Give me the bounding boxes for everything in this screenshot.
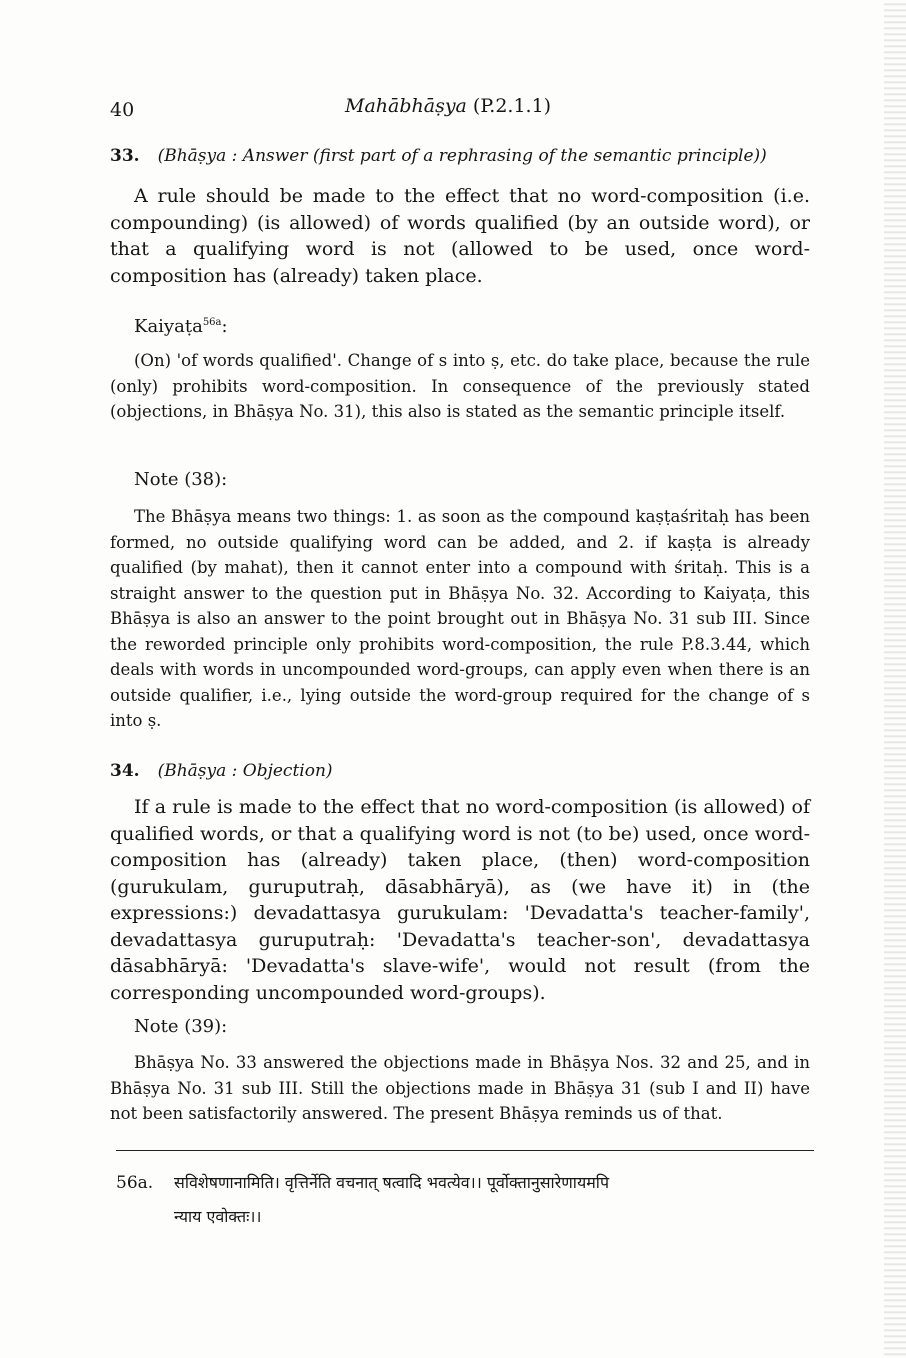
note-39-heading: Note (39):	[134, 1016, 228, 1037]
binding-shadow	[884, 0, 906, 1358]
kaiyata-heading	[110, 316, 834, 337]
note-38-text: The Bhāṣya means two things: 1. as soon as the compound kaṣṭaśritaḥ has been formed, no outside qualifying word can be added, and 2. if kaṣṭa is already qualified (by mahat), then it cannot enter into a compound with śritaḥ. This is a straight answer to the question put in Bhāṣya No. 32. According to Kaiyaṭa, this Bhāṣya is also an answer to the point brought out in Bhāṣya No. 31 sub III. Since the reworded principle only prohibits word-composition, the rule P.8.3.44, which deals with words in uncompounded word-groups, can apply even when there is an outside qualifier, i.e., lying outside the word-group required for the change of s into ṣ.	[110, 507, 810, 730]
footnote-key: 56a.	[116, 1173, 154, 1193]
section-33-number: 33.	[110, 146, 140, 166]
note-38-heading: Note (38):	[134, 469, 228, 490]
footnote-ref: 56a	[202, 317, 222, 328]
kaiyata-body	[110, 348, 810, 425]
running-title	[345, 95, 551, 117]
footnote	[116, 1166, 826, 1234]
section-33-text: A rule should be made to the effect that no word-composition (i.e. compounding) (is allowed) of words qualified (by an outside word), or that a qualifying word is not (allowed to be used, once word-composition has (already) taken place.	[110, 185, 810, 287]
section-34-number: 34.	[110, 761, 140, 781]
section-33-label: (Bhāṣya : Answer (first part of a rephrasing of the semantic principle))	[157, 146, 767, 166]
note-39-body	[110, 1050, 810, 1127]
running-title-ref: (P.2.1.1)	[466, 95, 552, 117]
footnote-sanskrit-2: न्याय एवोक्तः।।	[174, 1207, 262, 1226]
section-34-label: (Bhāṣya : Objection)	[157, 761, 333, 781]
section-34-text: If a rule is made to the effect that no word-composition (is allowed) of qualified words, or that a qualifying word is not (to be) used, once word-composition has (already) taken place, (then) word-composition (gurukulam, guruputraḥ, dāsabhāryā), as (we have it) in (the expressions:) devadattasya gurukulam: 'Devadatta's teacher-family', devadattasya guruputraḥ: 'Devadatta's teacher-son', devadattasya dāsabhāryā: 'Devadatta's slave-wife', would not result (from the corresponding uncompounded word-groups).	[110, 796, 810, 1004]
note-38-body	[110, 504, 810, 734]
kaiyata-text: (On) 'of words qualified'. Change of s into ṣ, etc. do take place, because the rule (only) prohibits word-composition. In consequence of the previously stated (objections, in Bhāṣya No. 31), this also is stated as the semantic principle itself.	[110, 351, 810, 421]
section-33-body	[110, 183, 810, 289]
section-33-heading	[110, 146, 810, 166]
section-34-body	[110, 794, 810, 1006]
footnote-line-1	[116, 1166, 826, 1200]
running-title-text: Mahābhāṣya	[345, 95, 467, 117]
note-39-text: Bhāṣya No. 33 answered the objections made in Bhāṣya Nos. 32 and 25, and in Bhāṣya No. 31 sub III. Still the objections made in Bhāṣya 31 (sub I and II) have not been satisfactorily answered. The present Bhāṣya reminds us of that.	[110, 1053, 810, 1123]
footnote-rule	[116, 1150, 814, 1151]
kaiyata-label: Kaiyaṭa	[134, 316, 203, 337]
section-34-heading	[110, 761, 810, 781]
kaiyata-colon: :	[221, 316, 228, 337]
page-number: 40	[110, 99, 135, 121]
page-header	[110, 95, 811, 125]
footnote-sanskrit-1: सविशेषणानामिति। वृत्तिर्नेति वचनात् षत्वादि भवत्येव।। पूर्वोक्तानुसारेणायमपि	[174, 1173, 610, 1192]
